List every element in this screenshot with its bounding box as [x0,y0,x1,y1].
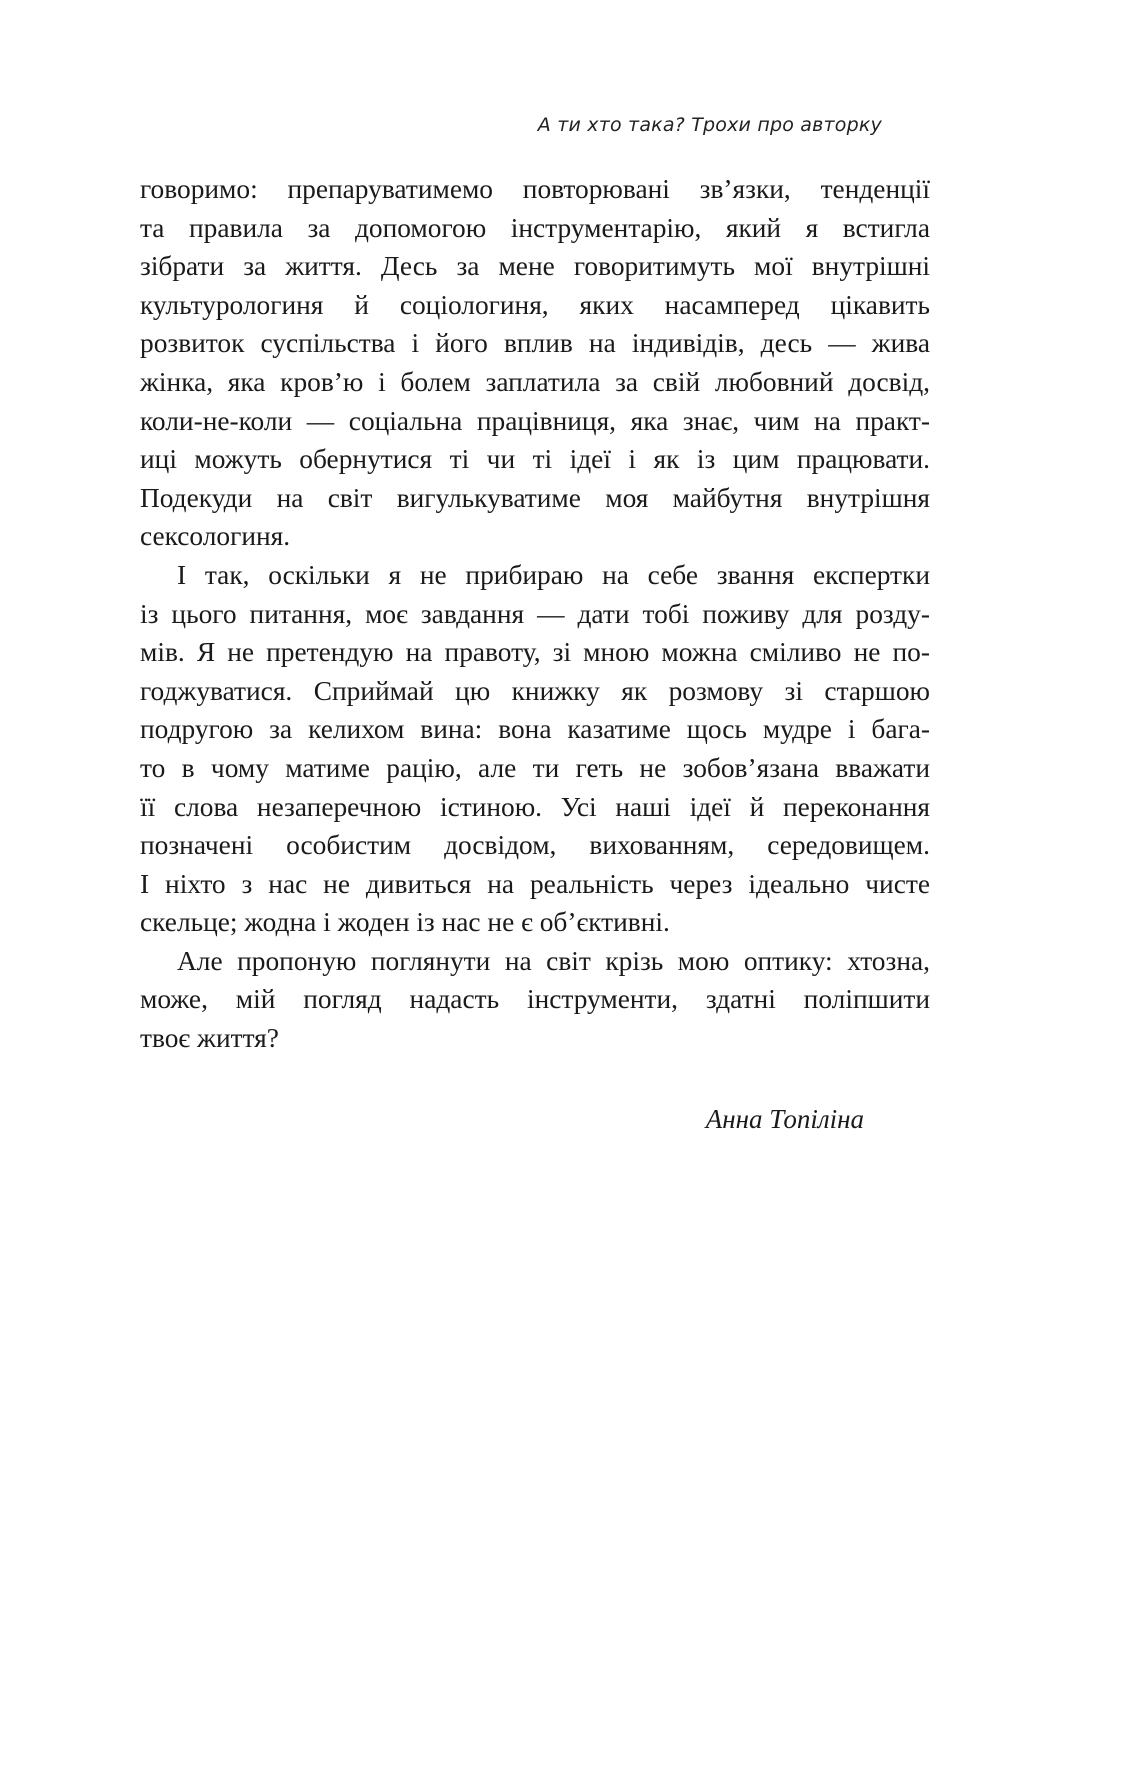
text-line: сексологиня. [140,521,291,552]
text-line: Подекуди на світ вигулькуватиме моя майбутня внутрішня [140,482,930,513]
text-line: із цього питання, моє завдання — дати тобі поживу для розду- [140,598,930,629]
text-line: коли-не-коли — соціальна працівниця, яка знає, чим на практ- [140,405,930,436]
running-header: А ти хто така? Трохи про авторку [537,114,882,136]
paragraph-3 [140,942,930,1058]
text-line: твоє життя? [140,1023,279,1054]
text-line: годжуватися. Сприймай цю книжку як розмову зі старшою [140,675,930,706]
author-signature: Анна Топіліна [705,1104,864,1134]
text-line: розвиток суспільства і його вплив на індивідів, десь — жива [140,328,930,359]
text-line: подругою за келихом вина: вона казатиме щось мудре і бага- [140,714,930,745]
text-line: зібрати за життя. Десь за мене говоритимуть мої внутрішні [140,251,930,282]
text-line: І так, оскільки я не прибираю на себе звання експертки [177,559,930,590]
text-line: то в чому матиме рацію, але ти геть не зобов’язана вважати [140,752,930,783]
text-line: жінка, яка кров’ю і болем заплатила за свій любовний досвід, [140,366,930,397]
text-line: І ніхто з нас не дивиться на реальність через ідеально чисте [140,868,930,899]
text-line: культурологиня й соціологиня, яких насамперед цікавить [140,289,930,320]
text-line: позначені особистим досвідом, вихованням, середовищем. [140,830,930,861]
text-line: та правила за допомогою інструментарію, який я встигла [140,212,930,243]
text-line: її слова незаперечною істиною. Усі наші ідеї й переконання [140,791,930,822]
text-line: мів. Я не претендую на правоту, зі мною можна сміливо не по- [140,637,930,668]
paragraph-1 [140,170,930,556]
text-line: Але пропоную поглянути на світ крізь мою оптику: хтозна, [177,945,930,976]
text-line: може, мій погляд надасть інструменти, здатні поліпшити [140,984,930,1015]
text-line: скельце; жодна і жоден із нас не є об’єктивні. [140,907,670,938]
text-line: говоримо: препаруватимемо повторювані зв’язки, тенденції [140,174,930,204]
text-line: иці можуть обернутися ті чи ті ідеї і як із цим працювати. [140,444,930,475]
body-text [140,170,930,1058]
paragraph-2 [140,556,930,942]
